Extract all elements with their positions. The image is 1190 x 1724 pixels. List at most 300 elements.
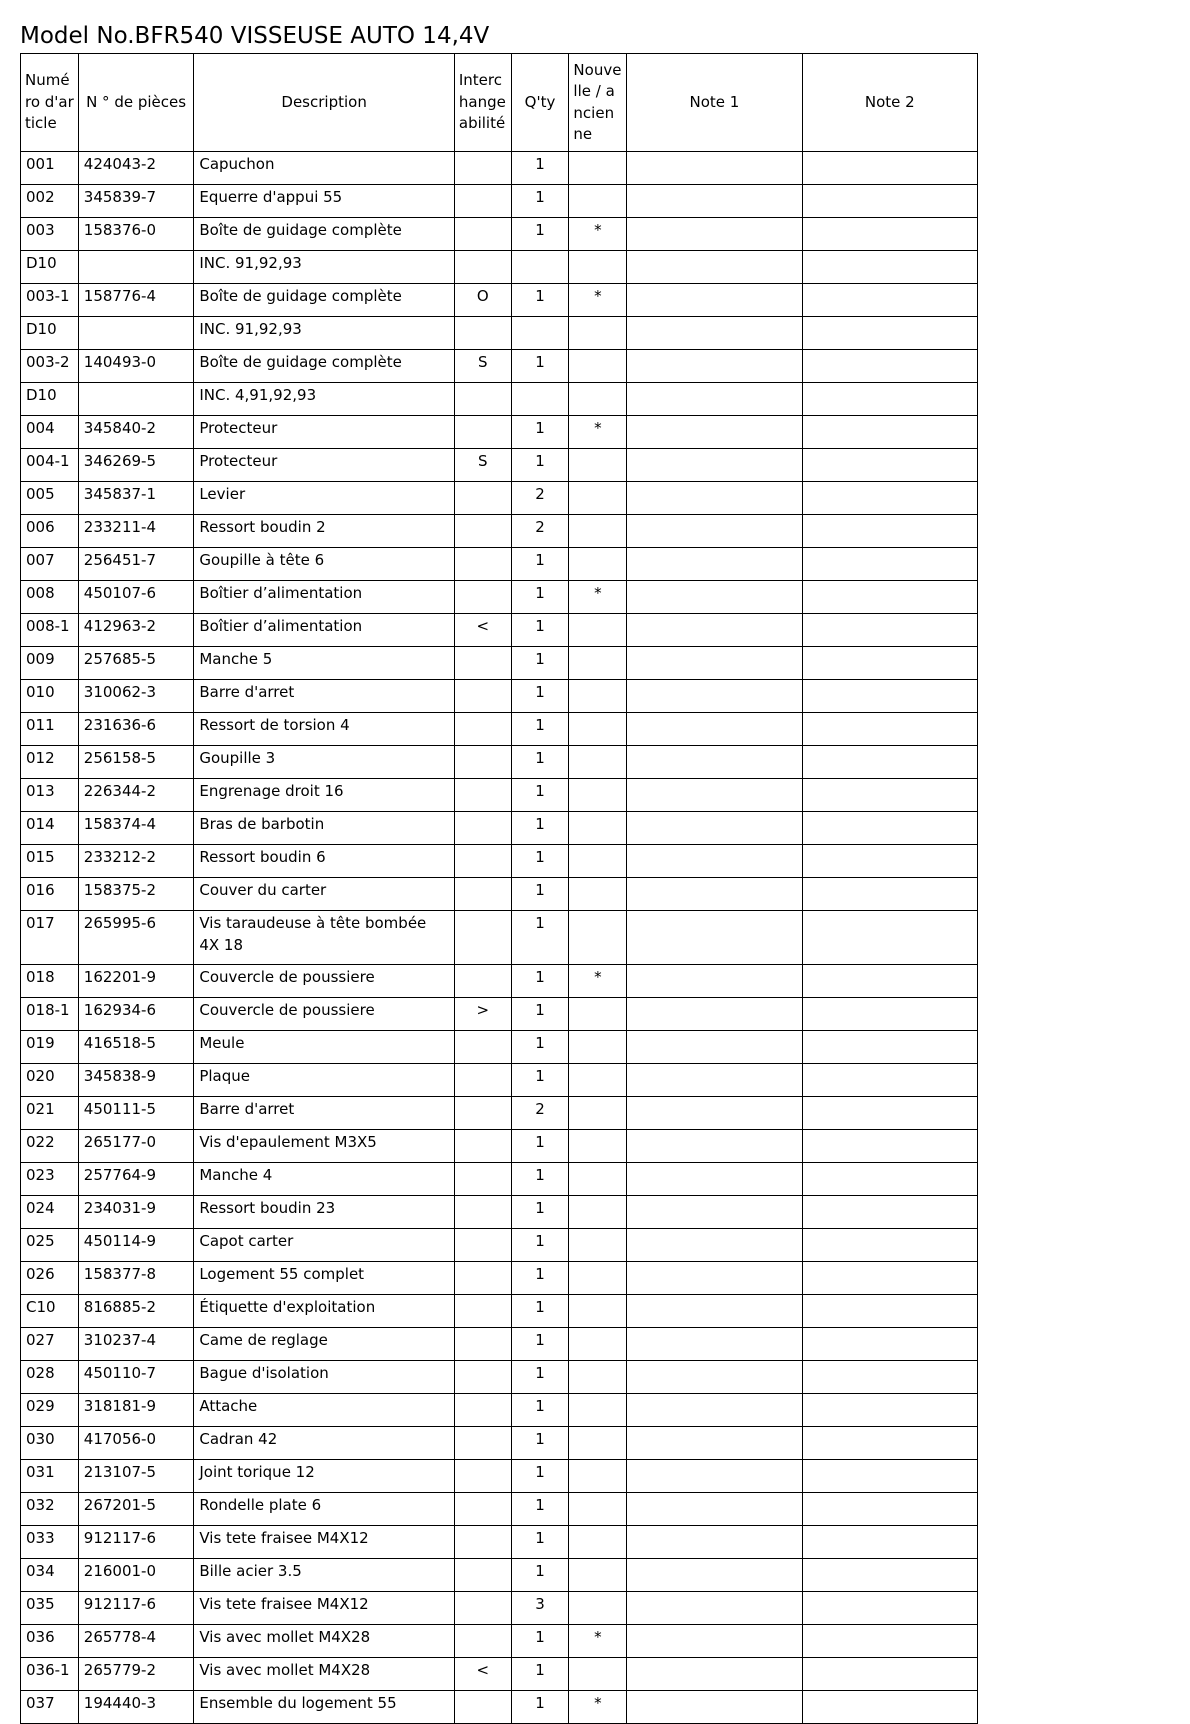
cell-new-old [569,1658,627,1691]
table-row [21,1328,978,1361]
table-header-row [21,54,978,152]
cell-note-1 [627,1361,802,1394]
cell-note-1 [627,1658,802,1691]
cell-qty: 1 [511,284,569,317]
cell-note-1 [627,878,802,911]
cell-item-no: 033 [21,1526,79,1559]
cell-note-2 [802,680,977,713]
cell-item-no: 037 [21,1691,79,1724]
cell-qty: 1 [511,1460,569,1493]
cell-description: Engrenage droit 16 [194,779,455,812]
cell-item-no: D10 [21,317,79,350]
cell-item-no: 025 [21,1229,79,1262]
cell-note-1 [627,350,802,383]
cell-note-2 [802,515,977,548]
cell-qty [511,317,569,350]
cell-note-1 [627,1064,802,1097]
cell-qty: 1 [511,1031,569,1064]
table-row [21,680,978,713]
cell-note-1 [627,965,802,998]
cell-qty: 3 [511,1592,569,1625]
table-row [21,713,978,746]
cell-description: Plaque [194,1064,455,1097]
cell-note-2 [802,845,977,878]
table-row [21,1427,978,1460]
cell-interchangeability: < [454,1658,511,1691]
cell-note-1 [627,581,802,614]
cell-qty: 2 [511,1097,569,1130]
cell-item-no: C10 [21,1295,79,1328]
cell-note-1 [627,548,802,581]
table-row [21,515,978,548]
cell-new-old: * [569,1625,627,1658]
cell-part-no: 345839-7 [78,185,194,218]
cell-qty: 1 [511,581,569,614]
cell-description: Attache [194,1394,455,1427]
cell-description: Joint torique 12 [194,1460,455,1493]
cell-description: Came de reglage [194,1328,455,1361]
cell-description: Ensemble du logement 55 [194,1691,455,1724]
cell-item-no: 003-1 [21,284,79,317]
cell-description: Couvercle de poussiere [194,998,455,1031]
cell-interchangeability [454,548,511,581]
cell-item-no: 018-1 [21,998,79,1031]
cell-note-2 [802,1460,977,1493]
table-row [21,185,978,218]
cell-new-old [569,1592,627,1625]
cell-new-old [569,878,627,911]
cell-part-no: 345838-9 [78,1064,194,1097]
cell-new-old [569,1394,627,1427]
cell-item-no: 026 [21,1262,79,1295]
cell-new-old: * [569,965,627,998]
cell-description: Manche 4 [194,1163,455,1196]
cell-note-2 [802,1295,977,1328]
cell-interchangeability [454,1427,511,1460]
cell-description: Ressort de torsion 4 [194,713,455,746]
cell-item-no: 017 [21,911,79,965]
cell-interchangeability: O [454,284,511,317]
cell-qty: 1 [511,845,569,878]
cell-new-old [569,647,627,680]
cell-interchangeability [454,1559,511,1592]
cell-interchangeability: S [454,350,511,383]
cell-description: Goupille 3 [194,746,455,779]
table-row [21,1097,978,1130]
cell-note-2 [802,779,977,812]
cell-description: Equerre d'appui 55 [194,185,455,218]
table-row [21,548,978,581]
cell-note-1 [627,1460,802,1493]
cell-part-no [78,251,194,284]
cell-part-no: 318181-9 [78,1394,194,1427]
cell-description: Boîte de guidage complète [194,284,455,317]
cell-interchangeability: > [454,998,511,1031]
cell-note-2 [802,185,977,218]
cell-note-2 [802,416,977,449]
cell-item-no: 002 [21,185,79,218]
cell-description: Capuchon [194,152,455,185]
table-row [21,1262,978,1295]
cell-item-no: 024 [21,1196,79,1229]
cell-item-no: 020 [21,1064,79,1097]
cell-part-no: 256451-7 [78,548,194,581]
cell-new-old [569,1097,627,1130]
cell-note-1 [627,1163,802,1196]
cell-new-old [569,1493,627,1526]
cell-part-no: 265995-6 [78,911,194,965]
cell-description: INC. 91,92,93 [194,317,455,350]
cell-qty: 1 [511,1328,569,1361]
table-row [21,845,978,878]
cell-qty: 1 [511,1064,569,1097]
cell-qty: 1 [511,713,569,746]
cell-description: Boîtier d’alimentation [194,614,455,647]
cell-note-1 [627,482,802,515]
cell-interchangeability [454,185,511,218]
cell-note-2 [802,1691,977,1724]
cell-interchangeability [454,1460,511,1493]
cell-part-no: 256158-5 [78,746,194,779]
table-row [21,1295,978,1328]
cell-new-old [569,1427,627,1460]
cell-part-no: 265177-0 [78,1130,194,1163]
cell-qty: 1 [511,1493,569,1526]
cell-note-2 [802,1658,977,1691]
cell-interchangeability [454,152,511,185]
cell-interchangeability [454,680,511,713]
cell-part-no [78,383,194,416]
table-row [21,1064,978,1097]
cell-item-no: 034 [21,1559,79,1592]
cell-note-1 [627,449,802,482]
cell-new-old [569,998,627,1031]
cell-note-1 [627,1559,802,1592]
cell-new-old [569,185,627,218]
table-row [21,251,978,284]
cell-part-no: 158376-0 [78,218,194,251]
cell-note-1 [627,746,802,779]
cell-note-2 [802,1559,977,1592]
cell-qty [511,383,569,416]
cell-note-1 [627,1592,802,1625]
header-qty: Q'ty [511,54,569,152]
cell-new-old: * [569,416,627,449]
cell-note-2 [802,1361,977,1394]
cell-item-no: 006 [21,515,79,548]
header-note-1: Note 1 [627,54,802,152]
cell-interchangeability [454,1130,511,1163]
table-row [21,1031,978,1064]
cell-part-no: 194440-3 [78,1691,194,1724]
cell-interchangeability [454,482,511,515]
cell-item-no: 031 [21,1460,79,1493]
cell-item-no: 001 [21,152,79,185]
cell-note-1 [627,911,802,965]
cell-note-2 [802,251,977,284]
cell-item-no: D10 [21,383,79,416]
cell-part-no: 158776-4 [78,284,194,317]
cell-part-no: 345840-2 [78,416,194,449]
table-row [21,746,978,779]
cell-new-old [569,1229,627,1262]
cell-item-no: 032 [21,1493,79,1526]
cell-item-no: 012 [21,746,79,779]
cell-description: Vis tete fraisee M4X12 [194,1526,455,1559]
cell-qty: 1 [511,1559,569,1592]
cell-note-1 [627,680,802,713]
cell-qty: 1 [511,911,569,965]
table-row [21,1130,978,1163]
cell-note-1 [627,251,802,284]
cell-note-1 [627,1328,802,1361]
cell-description: Capot carter [194,1229,455,1262]
cell-interchangeability: S [454,449,511,482]
cell-part-no: 450110-7 [78,1361,194,1394]
cell-item-no: 035 [21,1592,79,1625]
cell-item-no: 018 [21,965,79,998]
table-row [21,1361,978,1394]
cell-new-old [569,548,627,581]
cell-description: Protecteur [194,416,455,449]
cell-new-old [569,317,627,350]
cell-part-no: 234031-9 [78,1196,194,1229]
cell-new-old [569,1361,627,1394]
cell-part-no: 265778-4 [78,1625,194,1658]
cell-part-no: 158374-4 [78,812,194,845]
cell-new-old [569,1031,627,1064]
cell-part-no: 213107-5 [78,1460,194,1493]
cell-description: Vis tete fraisee M4X12 [194,1592,455,1625]
cell-interchangeability [454,713,511,746]
cell-note-2 [802,1229,977,1262]
cell-note-1 [627,1493,802,1526]
cell-item-no: 021 [21,1097,79,1130]
cell-description: Barre d'arret [194,680,455,713]
table-row [21,965,978,998]
cell-qty [511,251,569,284]
cell-item-no: 013 [21,779,79,812]
cell-part-no: 412963-2 [78,614,194,647]
cell-interchangeability [454,911,511,965]
cell-new-old [569,713,627,746]
cell-qty: 1 [511,965,569,998]
cell-note-2 [802,1064,977,1097]
cell-qty: 1 [511,614,569,647]
table-row [21,911,978,965]
cell-note-2 [802,1526,977,1559]
table-row [21,218,978,251]
cell-interchangeability [454,251,511,284]
cell-part-no: 912117-6 [78,1592,194,1625]
cell-interchangeability [454,1691,511,1724]
cell-note-2 [802,614,977,647]
cell-qty: 1 [511,350,569,383]
cell-note-2 [802,878,977,911]
cell-new-old [569,449,627,482]
cell-interchangeability [454,779,511,812]
cell-interchangeability [454,1163,511,1196]
cell-description: INC. 91,92,93 [194,251,455,284]
cell-note-1 [627,1295,802,1328]
table-row [21,581,978,614]
cell-note-1 [627,1394,802,1427]
table-row [21,1493,978,1526]
table-row [21,812,978,845]
cell-description: Vis taraudeuse à tête bombée 4X 18 [194,911,455,965]
cell-description: Ressort boudin 6 [194,845,455,878]
cell-new-old [569,845,627,878]
cell-qty: 1 [511,1262,569,1295]
header-note-2: Note 2 [802,54,977,152]
cell-note-2 [802,713,977,746]
cell-new-old [569,482,627,515]
cell-new-old [569,251,627,284]
cell-note-1 [627,416,802,449]
cell-new-old [569,1328,627,1361]
cell-part-no: 417056-0 [78,1427,194,1460]
cell-note-1 [627,317,802,350]
cell-part-no: 158377-8 [78,1262,194,1295]
cell-description: Barre d'arret [194,1097,455,1130]
cell-note-2 [802,284,977,317]
cell-description: Manche 5 [194,647,455,680]
cell-description: Bague d'isolation [194,1361,455,1394]
cell-note-1 [627,1625,802,1658]
cell-note-1 [627,1427,802,1460]
cell-item-no: 008-1 [21,614,79,647]
cell-new-old [569,1460,627,1493]
header-new-old: Nouvelle / ancienne [569,54,627,152]
cell-qty: 1 [511,1163,569,1196]
cell-part-no: 233211-4 [78,515,194,548]
cell-item-no: 028 [21,1361,79,1394]
parts-table [20,53,978,1724]
cell-description: INC. 4,91,92,93 [194,383,455,416]
header-description: Description [194,54,455,152]
cell-qty: 1 [511,449,569,482]
cell-qty: 1 [511,779,569,812]
cell-part-no: 226344-2 [78,779,194,812]
table-row [21,1526,978,1559]
cell-new-old [569,1163,627,1196]
cell-interchangeability [454,416,511,449]
cell-new-old [569,680,627,713]
cell-new-old [569,1130,627,1163]
cell-qty: 1 [511,218,569,251]
cell-item-no: 015 [21,845,79,878]
cell-qty: 1 [511,998,569,1031]
cell-part-no: 231636-6 [78,713,194,746]
table-row [21,284,978,317]
cell-new-old [569,1064,627,1097]
cell-interchangeability [454,878,511,911]
cell-note-2 [802,152,977,185]
cell-note-2 [802,746,977,779]
cell-interchangeability [454,1592,511,1625]
cell-new-old [569,1196,627,1229]
cell-qty: 1 [511,1361,569,1394]
cell-note-2 [802,1097,977,1130]
cell-description: Goupille à tête 6 [194,548,455,581]
cell-note-2 [802,1163,977,1196]
cell-item-no: 008 [21,581,79,614]
cell-part-no: 158375-2 [78,878,194,911]
cell-interchangeability [454,1394,511,1427]
cell-note-1 [627,1130,802,1163]
cell-note-2 [802,548,977,581]
cell-interchangeability [454,1328,511,1361]
cell-new-old: * [569,1691,627,1724]
table-row [21,1460,978,1493]
table-row [21,1691,978,1724]
cell-note-1 [627,647,802,680]
cell-new-old [569,1262,627,1295]
cell-description: Rondelle plate 6 [194,1493,455,1526]
cell-qty: 1 [511,1229,569,1262]
cell-item-no: 019 [21,1031,79,1064]
cell-description: Couvercle de poussiere [194,965,455,998]
table-row [21,878,978,911]
cell-interchangeability [454,1097,511,1130]
cell-part-no: 257764-9 [78,1163,194,1196]
cell-new-old [569,515,627,548]
cell-note-1 [627,185,802,218]
cell-qty: 2 [511,482,569,515]
cell-interchangeability [454,1196,511,1229]
cell-qty: 1 [511,548,569,581]
cell-interchangeability [454,383,511,416]
table-row [21,647,978,680]
cell-new-old [569,350,627,383]
cell-qty: 1 [511,1427,569,1460]
cell-item-no: 010 [21,680,79,713]
cell-qty: 1 [511,1658,569,1691]
cell-qty: 1 [511,416,569,449]
cell-part-no: 416518-5 [78,1031,194,1064]
cell-description: Bille acier 3.5 [194,1559,455,1592]
cell-qty: 1 [511,878,569,911]
cell-part-no: 265779-2 [78,1658,194,1691]
table-row [21,152,978,185]
cell-interchangeability [454,1229,511,1262]
cell-qty: 2 [511,515,569,548]
cell-note-1 [627,1691,802,1724]
cell-part-no [78,317,194,350]
cell-note-2 [802,581,977,614]
cell-description: Meule [194,1031,455,1064]
cell-new-old [569,746,627,779]
table-row [21,1592,978,1625]
cell-note-2 [802,1493,977,1526]
table-row [21,416,978,449]
cell-note-2 [802,218,977,251]
cell-note-1 [627,1262,802,1295]
cell-new-old: * [569,284,627,317]
cell-note-2 [802,812,977,845]
cell-note-2 [802,647,977,680]
cell-note-1 [627,1526,802,1559]
cell-note-2 [802,1394,977,1427]
cell-part-no: 310237-4 [78,1328,194,1361]
table-row [21,1625,978,1658]
cell-description: Vis avec mollet M4X28 [194,1658,455,1691]
cell-interchangeability [454,1493,511,1526]
table-row [21,614,978,647]
cell-description: Bras de barbotin [194,812,455,845]
table-row [21,383,978,416]
cell-part-no: 816885-2 [78,1295,194,1328]
